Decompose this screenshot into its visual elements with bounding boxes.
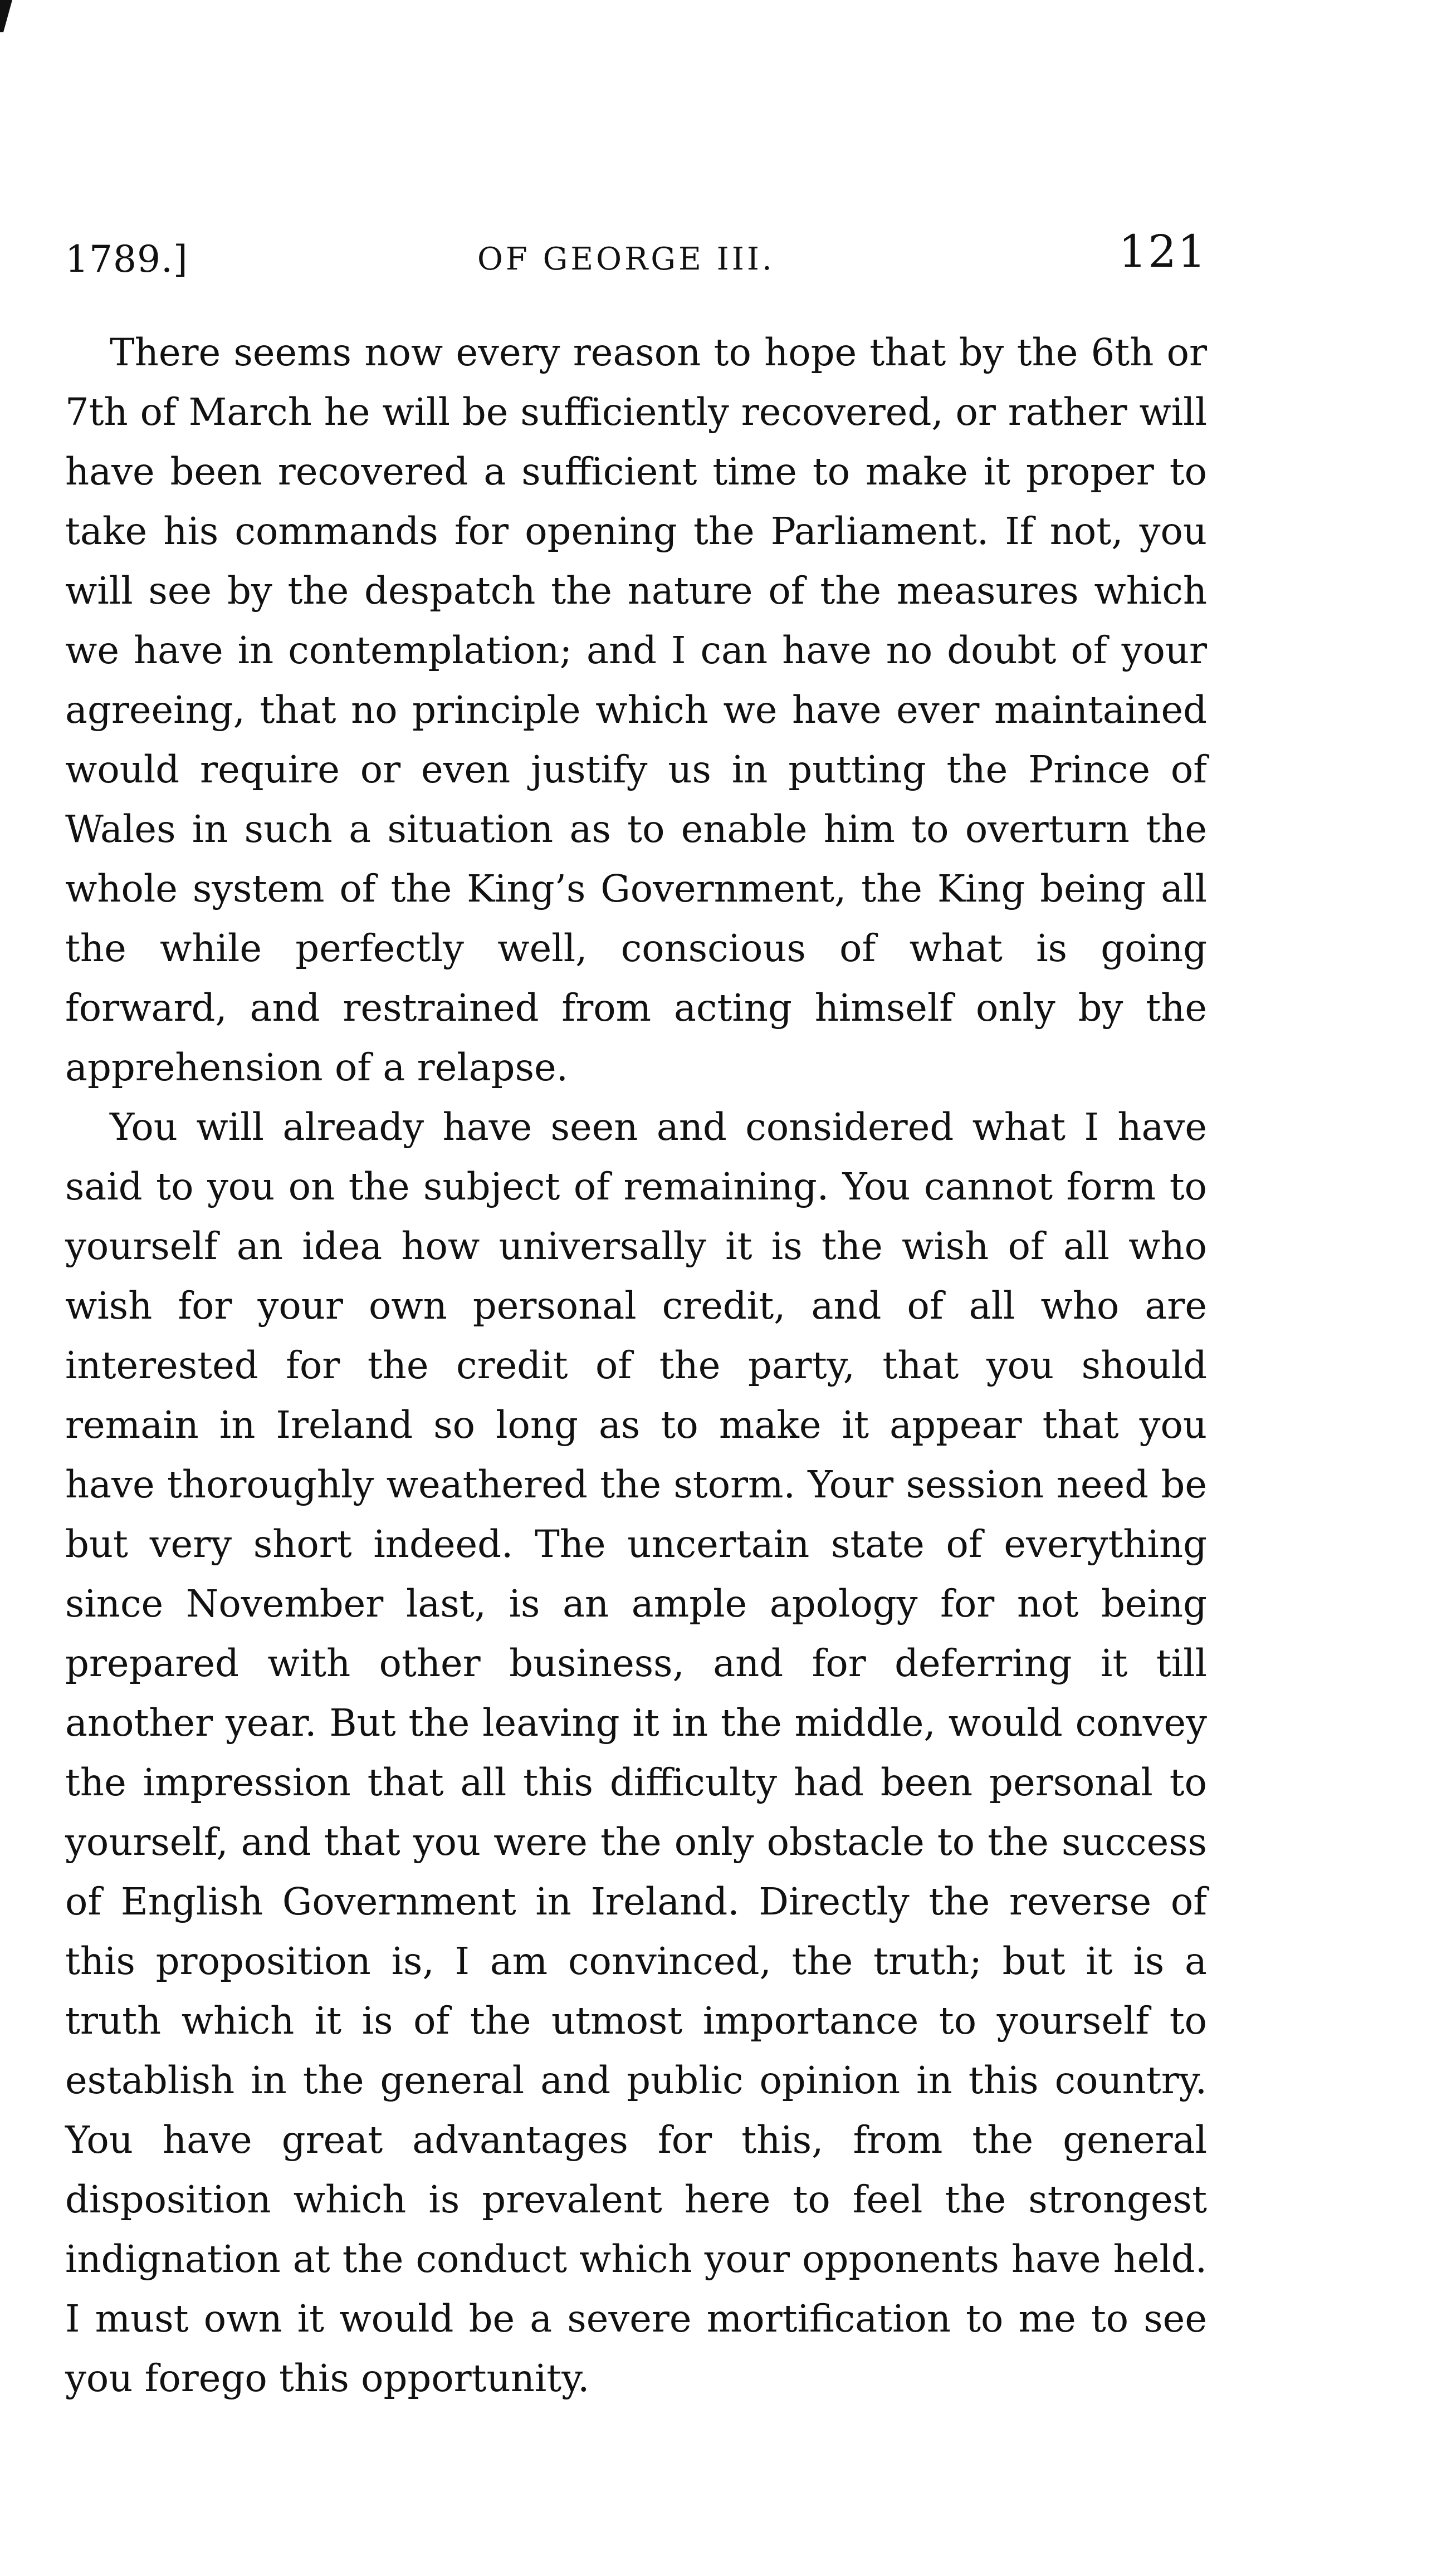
running-header — [65, 226, 1207, 287]
header-year: 1789.] — [65, 238, 188, 281]
body-text — [65, 323, 1207, 2408]
paragraph-2: You will already have seen and considered what I have said to you on the subject of remaining. You cannot form to yourself an idea how universally it is the wish of all who wish for your own personal credit, and of all who are interested for the credit of the party, that you should remain in Ireland so long as to make it appear that you have thoroughly weathered the storm. Your session need be but very short indeed. The uncertain state of everything since November last, is an ample apology for not being prepared with other business, and for deferring it till another year. But the leaving it in the middle, would convey the impression that all this difficulty had been personal to yourself, and that you were the only obstacle to the success of English Government in Ireland. Directly the reverse of this proposition is, I am convinced, the truth; but it is a truth which it is of the utmost importance to yourself to establish in the general and public opinion in this country. You have great advantages for this, from the general disposition which is prevalent here to feel the strongest indignation at the conduct which your opponents have held. I must own it would be a severe mortification to me to see you forego this opportunity. — [65, 1105, 1207, 2400]
corner-printer-mark — [0, 0, 12, 36]
paragraph-1: There seems now every reason to hope that by the 6th or 7th of March he will be sufficiently recovered, or rather will have been recovered a sufficient time to make it proper to take his commands for opening the Parliament. If not, you will see by the despatch the nature of the measures which we have in contemplation; and I can have no doubt of your agreeing, that no principle which we have ever maintained would require or even justify us in putting the Prince of Wales in such a situation as to enable him to overturn the whole system of the King’s Government, the King being all the while perfectly well, conscious of what is going forward, and restrained from acting himself only by the apprehension of a relapse. — [65, 331, 1207, 1089]
page-number: 121 — [1118, 226, 1207, 277]
header-title: OF GEORGE III. — [477, 241, 775, 277]
